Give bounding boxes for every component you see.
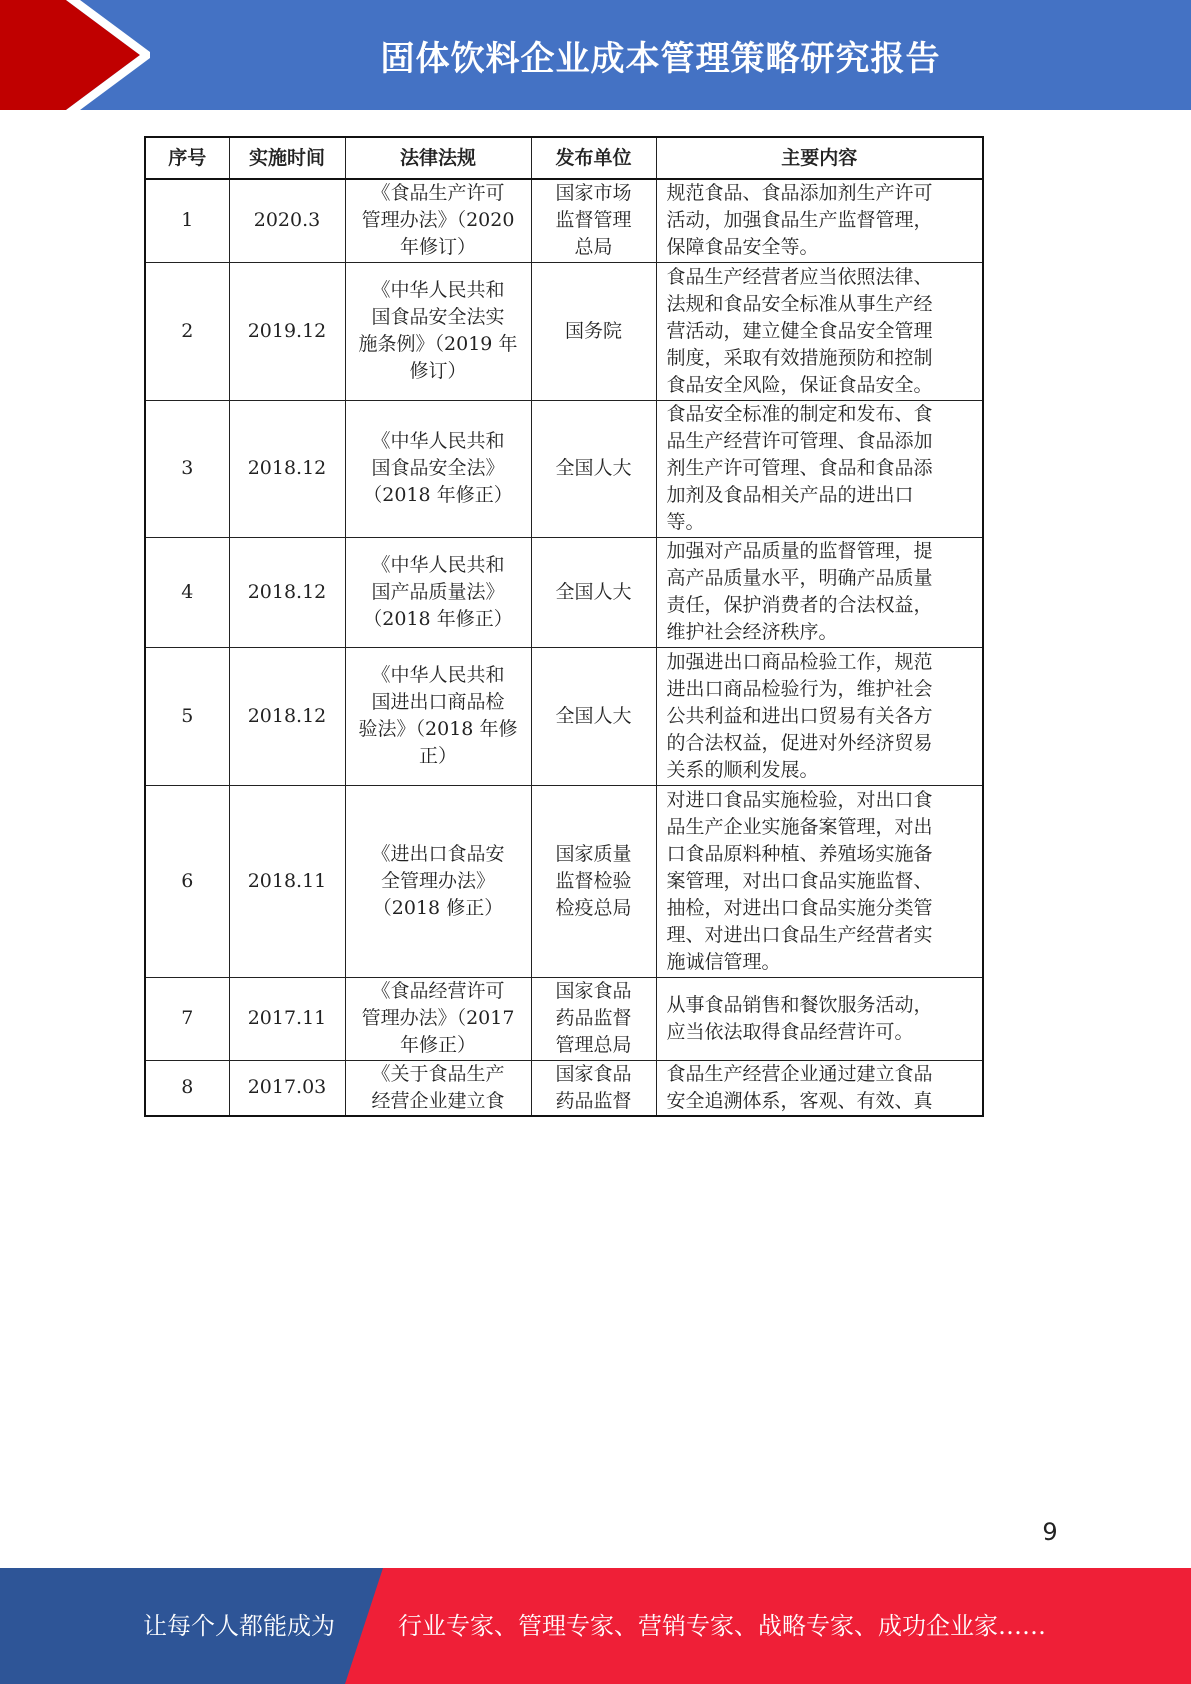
cell-org-line: 全国人大 <box>555 580 632 603</box>
cell-content <box>656 537 983 647</box>
cell-law-line: （2018 年修正） <box>363 484 513 506</box>
cell-content-line: 抽检，对进出口食品实施分类管 <box>666 896 933 919</box>
cell-org <box>531 1060 656 1116</box>
cell-law-line: 《中华人民共和 <box>371 279 505 301</box>
cell-date: 2017.11 <box>229 977 345 1060</box>
cell-content <box>656 262 983 400</box>
table-row <box>145 262 983 400</box>
cell-content <box>656 977 983 1060</box>
cell-no: 6 <box>145 785 229 977</box>
cell-content-line: 品生产企业实施备案管理，对出 <box>666 815 933 838</box>
cell-law-line: 《进出口食品安 <box>371 842 505 865</box>
cell-content-line: 关系的顺利发展。 <box>666 758 819 781</box>
cell-law <box>345 537 531 647</box>
cell-law-line: （2018 年修正） <box>363 607 513 630</box>
cell-content-line: 的合法权益，促进对外经济贸易 <box>666 731 933 754</box>
table-row <box>145 977 983 1060</box>
cell-content-line: 责任，保护消费者的合法权益， <box>666 594 933 616</box>
cell-law <box>345 262 531 400</box>
table-row <box>145 1060 983 1116</box>
header-no: 序号 <box>145 137 229 179</box>
page-footer <box>0 1568 1191 1684</box>
cell-law-line: 《中华人民共和 <box>371 553 505 576</box>
cell-law-line: 施条例》（2019 年 <box>358 333 518 355</box>
cell-content-line: 品生产经营许可管理、食品添加 <box>666 430 933 452</box>
page-number: 9 <box>1042 1518 1058 1546</box>
cell-org <box>531 977 656 1060</box>
cell-law-line: 《关于食品生产 <box>371 1062 505 1085</box>
cell-date: 2017.03 <box>229 1060 345 1116</box>
cell-org <box>531 647 656 785</box>
cell-org-line: 国家市场 <box>555 182 632 205</box>
cell-content-line: 食品安全风险，保证食品安全。 <box>666 373 933 396</box>
cell-org-line: 全国人大 <box>555 704 632 727</box>
cell-org-line: 总局 <box>574 236 613 259</box>
table-header-row <box>145 137 983 179</box>
cell-org-line: 药品监督 <box>555 1089 632 1112</box>
cell-content-line: 理、对进出口食品生产经营者实 <box>666 923 933 946</box>
cell-content-line: 案管理，对出口食品实施监督、 <box>666 869 933 892</box>
cell-content-line: 等。 <box>666 511 705 533</box>
table-row <box>145 785 983 977</box>
table-body <box>145 179 983 1116</box>
table-row <box>145 179 983 262</box>
cell-content-line: 维护社会经济秩序。 <box>666 621 838 643</box>
header-law: 法律法规 <box>345 137 531 179</box>
cell-law-line: 国食品安全法实 <box>371 306 505 328</box>
table-row <box>145 400 983 537</box>
cell-law-line: 年修订） <box>399 236 476 259</box>
cell-content-line: 制度，采取有效措施预防和控制 <box>666 346 933 369</box>
cell-content-line: 食品生产经营企业通过建立食品 <box>666 1062 933 1085</box>
cell-date: 2018.12 <box>229 400 345 537</box>
regulations-table-container <box>144 136 982 1117</box>
header-org: 发布单位 <box>531 137 656 179</box>
cell-content <box>656 647 983 785</box>
cell-org <box>531 262 656 400</box>
cell-content-line: 规范食品、食品添加剂生产许可 <box>666 182 933 205</box>
cell-law-line: 《中华人民共和 <box>371 664 505 686</box>
cell-org-line: 药品监督 <box>555 1007 632 1029</box>
cell-no: 3 <box>145 400 229 537</box>
cell-law <box>345 1060 531 1116</box>
cell-law-line: 《食品生产许可 <box>371 182 505 205</box>
cell-law-line: 年修正） <box>399 1034 476 1056</box>
cell-law-line: 全管理办法》 <box>380 869 495 892</box>
cell-org-line: 监督检验 <box>555 869 632 892</box>
cell-org <box>531 537 656 647</box>
cell-date: 2018.11 <box>229 785 345 977</box>
cell-content <box>656 400 983 537</box>
cell-content-line: 食品安全标准的制定和发布、食 <box>666 403 933 425</box>
page-header <box>0 0 1191 110</box>
cell-org <box>531 785 656 977</box>
cell-law-line: 验法》（2018 年修 <box>358 718 518 740</box>
cell-law-line: 管理办法》（2017 <box>361 1007 515 1029</box>
cell-law <box>345 977 531 1060</box>
cell-law-line: （2018 修正） <box>372 896 504 919</box>
cell-no: 7 <box>145 977 229 1060</box>
cell-no: 5 <box>145 647 229 785</box>
cell-content-line: 活动，加强食品生产监督管理， <box>666 209 933 232</box>
cell-law <box>345 400 531 537</box>
report-title: 固体饮料企业成本管理策略研究报告 <box>380 38 941 79</box>
cell-content-line: 营活动，建立健全食品安全管理 <box>666 319 933 342</box>
table-row <box>145 537 983 647</box>
cell-org-line: 监督管理 <box>555 209 632 232</box>
footer-slogan-left: 让每个人都能成为 <box>143 1612 335 1640</box>
cell-org <box>531 179 656 262</box>
cell-no: 8 <box>145 1060 229 1116</box>
cell-date: 2020.3 <box>229 179 345 262</box>
cell-no: 2 <box>145 262 229 400</box>
cell-law-line: 国食品安全法》 <box>371 457 505 479</box>
cell-law-line: 正） <box>418 745 457 767</box>
cell-org-line: 管理总局 <box>555 1034 632 1056</box>
cell-content-line: 应当依法取得食品经营许可。 <box>666 1020 914 1043</box>
header-date: 实施时间 <box>229 137 345 179</box>
cell-content-line: 从事食品销售和餐饮服务活动， <box>666 993 933 1016</box>
cell-org <box>531 400 656 537</box>
cell-law-line: 国产品质量法》 <box>371 580 505 603</box>
header-content: 主要内容 <box>656 137 983 179</box>
cell-law-line: 《食品经营许可 <box>371 980 505 1002</box>
cell-law-line: 国进出口商品检 <box>371 691 505 713</box>
cell-org-line: 国务院 <box>564 319 622 342</box>
cell-org-line: 全国人大 <box>555 457 632 479</box>
cell-no: 1 <box>145 179 229 262</box>
table-row <box>145 647 983 785</box>
cell-content-line: 高产品质量水平，明确产品质量 <box>666 567 933 589</box>
cell-date: 2019.12 <box>229 262 345 400</box>
cell-law-line: 修订） <box>409 360 467 382</box>
cell-content-line: 公共利益和进出口贸易有关各方 <box>666 704 933 727</box>
footer-slogan-right: 行业专家、管理专家、营销专家、战略专家、成功企业家…… <box>398 1612 1046 1640</box>
cell-content-line: 口食品原料种植、养殖场实施备 <box>666 842 933 865</box>
cell-content-line: 进出口商品检验行为，维护社会 <box>666 677 933 700</box>
cell-org-line: 检疫总局 <box>555 896 632 919</box>
cell-org-line: 国家质量 <box>555 842 632 865</box>
cell-content <box>656 1060 983 1116</box>
cell-law-line: 经营企业建立食 <box>371 1089 505 1112</box>
cell-law <box>345 179 531 262</box>
cell-law <box>345 785 531 977</box>
cell-date: 2018.12 <box>229 647 345 785</box>
cell-org-line: 国家食品 <box>555 980 632 1002</box>
cell-content-line: 加剂及食品相关产品的进出口 <box>666 484 914 506</box>
cell-content-line: 安全追溯体系，客观、有效、真 <box>666 1089 933 1112</box>
cell-no: 4 <box>145 537 229 647</box>
cell-law <box>345 647 531 785</box>
regulations-table <box>144 136 984 1117</box>
cell-content-line: 施诚信管理。 <box>666 950 781 973</box>
cell-content <box>656 785 983 977</box>
cell-law-line: 管理办法》（2020 <box>361 209 515 232</box>
cell-law-line: 《中华人民共和 <box>371 430 505 452</box>
cell-date: 2018.12 <box>229 537 345 647</box>
cell-content-line: 对进口食品实施检验，对出口食 <box>666 788 933 811</box>
cell-org-line: 国家食品 <box>555 1062 632 1085</box>
cell-content <box>656 179 983 262</box>
cell-content-line: 保障食品安全等。 <box>666 236 819 259</box>
cell-content-line: 剂生产许可管理、食品和食品添 <box>666 457 933 479</box>
cell-content-line: 加强对产品质量的监督管理，提 <box>666 540 933 562</box>
cell-content-line: 加强进出口商品检验工作，规范 <box>666 650 933 673</box>
cell-content-line: 食品生产经营者应当依照法律、 <box>666 265 933 288</box>
cell-content-line: 法规和食品安全标准从事生产经 <box>666 292 933 315</box>
